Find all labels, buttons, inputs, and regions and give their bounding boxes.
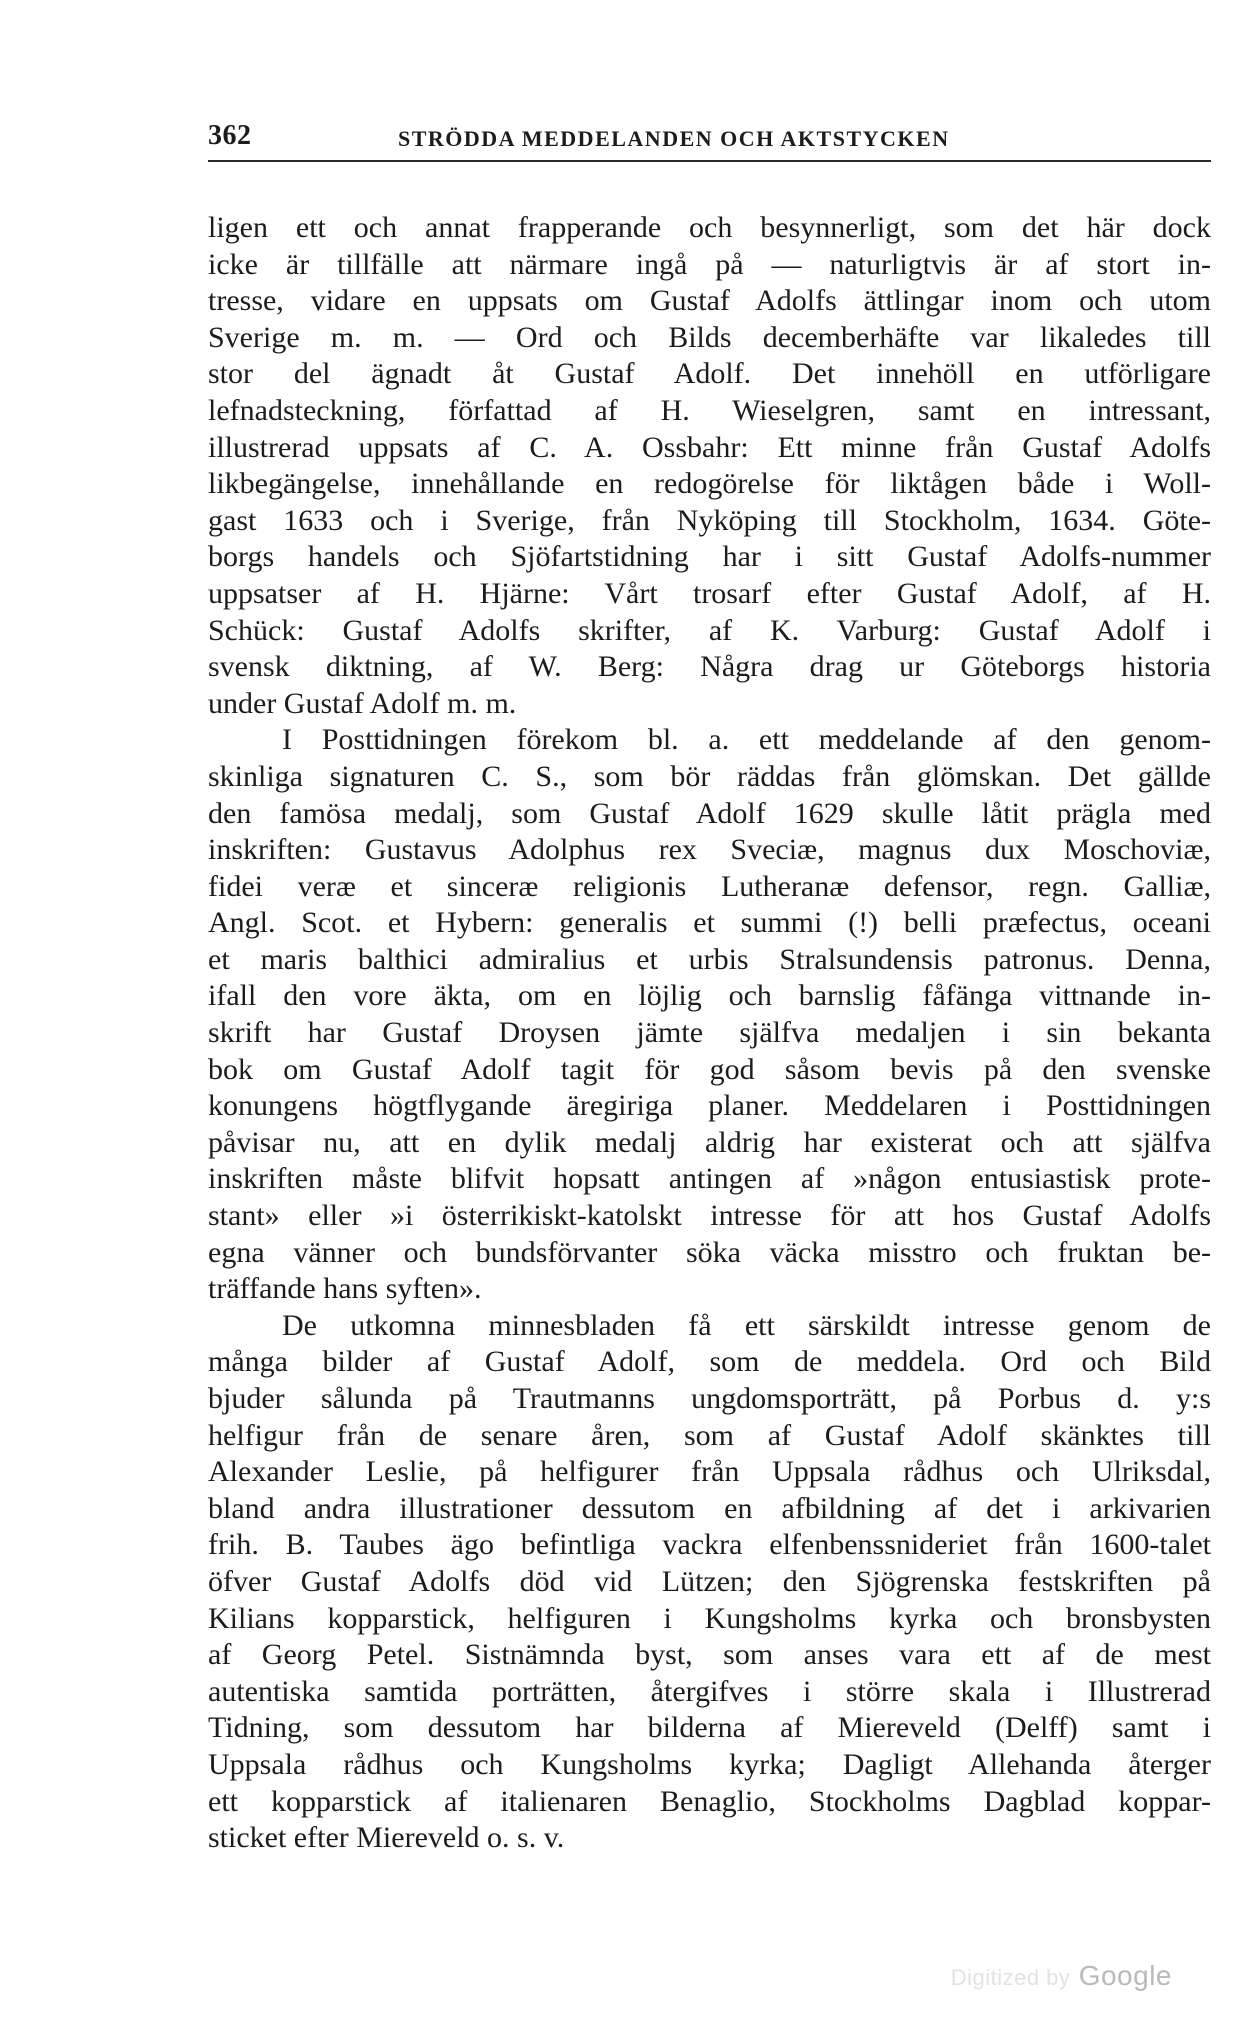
text-line: stor del ägnadt åt Gustaf Adolf. Det innehöll en utförligare (208, 357, 1211, 391)
text-line: den famösa medalj, som Gustaf Adolf 1629 skulle låtit prägla med (208, 796, 1211, 830)
text-line: konungens högtflygande äregiriga planer. Meddelaren i Posttidningen (208, 1089, 1211, 1123)
text-line: Sverige m. m. — Ord och Bilds decemberhäfte var likaledes till (208, 320, 1211, 354)
text-line: uppsatser af H. Hjärne: Vårt trosarf efter Gustaf Adolf, af H. (208, 576, 1211, 610)
text-line: lefnadsteckning, författad af H. Wieselgren, samt en intressant, (208, 393, 1211, 427)
text-line: Tidning, som dessutom har bilderna af Miereveld (Delff) samt i (208, 1711, 1211, 1745)
text-line: et maris balthici admiralius et urbis Stralsundensis patronus. Denna, (208, 942, 1211, 976)
text-line: bjuder sålunda på Trautmanns ungdomsporträtt, på Porbus d. y:s (208, 1382, 1211, 1415)
text-line: Uppsala rådhus och Kungsholms kyrka; Dagligt Allehanda återger (208, 1747, 1211, 1781)
text-line: likbegängelse, innehållande en redogörelse för liktågen både i Woll- (208, 467, 1211, 501)
text-line: Schück: Gustaf Adolfs skrifter, af K. Varburg: Gustaf Adolf i (208, 613, 1211, 647)
text-line: Kilians kopparstick, helfiguren i Kungsholms kyrka och bronsbysten (208, 1601, 1211, 1635)
text-line: gast 1633 och i Sverige, från Nyköping till Stockholm, 1634. Göte- (208, 503, 1211, 537)
text-line: egna vänner och bundsförvanter söka väcka misstro och fruktan be- (208, 1235, 1211, 1269)
text-line: skrift har Gustaf Droysen jämte själfva medaljen i sin bekanta (208, 1016, 1211, 1050)
text-line: skinliga signaturen C. S., som bör räddas från glömskan. Det gällde (208, 759, 1211, 793)
running-head: STRÖDDA MEDDELANDEN OCH AKTSTYCKEN (398, 126, 950, 151)
text-line: bland andra illustrationer dessutom en afbildning af det i arkivarien (208, 1491, 1211, 1525)
text-line: ligen ett och annat frapperande och besynnerligt, som det här dock (208, 211, 1211, 244)
text-line: af Georg Petel. Sistnämnda byst, som anses vara ett af de mest (208, 1638, 1211, 1672)
page-header (208, 120, 1211, 162)
digitized-watermark (951, 1960, 1172, 1992)
text-line: frih. B. Taubes ägo befintliga vackra elfenbenssnideriet från 1600-talet (208, 1528, 1211, 1562)
text-line: I Posttidningen förekom bl. a. ett meddelande af den genom- (282, 723, 1211, 757)
text-line: tresse, vidare en uppsats om Gustaf Adolfs ättlingar inom och utom (208, 284, 1211, 318)
text-line: fidei veræ et sinceræ religionis Lutheranæ defensor, regn. Galliæ, (208, 869, 1211, 903)
page-number: 362 (208, 120, 252, 151)
text-line: Angl. Scot. et Hybern: generalis et summi (!) belli præfectus, oceani (208, 906, 1211, 940)
text-line: helfigur från de senare åren, som af Gustaf Adolf skänktes till (208, 1418, 1211, 1452)
text-line: ifall den vore äkta, om en löjlig och barnslig fåfänga vittnande in- (208, 979, 1211, 1013)
text-line: stant» eller »i österrikiskt-katolskt intresse för att hos Gustaf Adolfs (208, 1199, 1211, 1233)
body-text (208, 210, 1211, 1857)
text-line: autentiska samtida porträtten, återgifves i större skala i Illustrerad (208, 1674, 1211, 1708)
text-line: öfver Gustaf Adolfs död vid Lützen; den Sjögrenska festskriften på (208, 1564, 1211, 1598)
text-line: påvisar nu, att en dylik medalj aldrig har existerat och att själfva (208, 1125, 1211, 1159)
page (208, 120, 1211, 1857)
text-line: illustrerad uppsats af C. A. Ossbahr: Ett minne från Gustaf Adolfs (208, 430, 1211, 464)
text-line: inskriften måste blifvit hopsatt antingen af »någon entusiastisk prote- (208, 1162, 1211, 1196)
text-line: träffande hans syften». (208, 1272, 482, 1306)
text-line: De utkomna minnesbladen få ett särskildt intresse genom de (282, 1308, 1211, 1342)
text-line: ett kopparstick af italienaren Benaglio, Stockholms Dagblad koppar- (208, 1784, 1211, 1818)
text-line: borgs handels och Sjöfartstidning har i sitt Gustaf Adolfs-nummer (208, 540, 1211, 574)
text-line: sticket efter Miereveld o. s. v. (208, 1821, 565, 1855)
text-line: Alexander Leslie, på helfigurer från Uppsala rådhus och Ulriksdal, (208, 1455, 1211, 1489)
text-line: svensk diktning, af W. Berg: Några drag ur Göteborgs historia (208, 650, 1211, 684)
watermark-google: Google (1078, 1960, 1172, 1991)
text-line: många bilder af Gustaf Adolf, som de meddela. Ord och Bild (208, 1345, 1211, 1379)
watermark-faded-text: Digitized by (950, 1965, 1071, 1990)
text-line: icke är tillfälle att närmare ingå på — naturligtvis är af stort in- (208, 247, 1211, 281)
text-line: inskriften: Gustavus Adolphus rex Sveciæ, magnus dux Moschoviæ, (208, 833, 1211, 867)
text-line: under Gustaf Adolf m. m. (208, 686, 517, 720)
text-line: bok om Gustaf Adolf tagit för god såsom bevis på den svenske (208, 1052, 1211, 1086)
